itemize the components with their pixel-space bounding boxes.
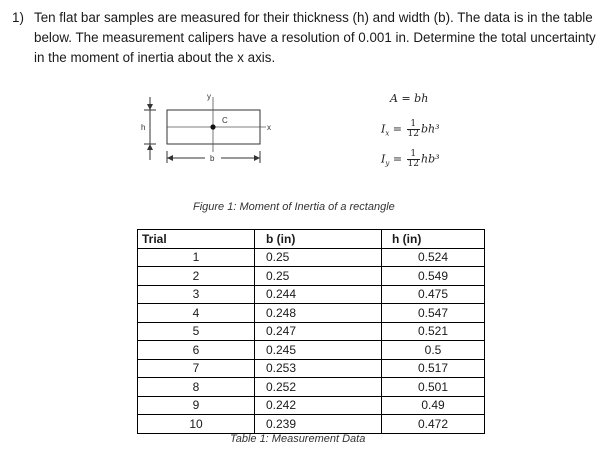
label-h: h <box>141 123 146 132</box>
cell-h: 0.501 <box>382 378 485 397</box>
cell-b: 0.25 <box>255 267 382 286</box>
cell-trial: 9 <box>138 396 255 415</box>
cell-b: 0.244 <box>255 285 382 304</box>
cell-h: 0.475 <box>382 285 485 304</box>
table-row <box>138 248 485 267</box>
cell-trial: 7 <box>138 359 255 378</box>
header-h: h (in) <box>382 230 485 249</box>
cell-trial: 2 <box>138 267 255 286</box>
cell-trial: 1 <box>138 248 255 267</box>
header-trial: Trial <box>138 230 255 249</box>
cell-trial: 8 <box>138 378 255 397</box>
table-row <box>138 304 485 323</box>
rectangle-diagram <box>0 0 616 220</box>
cell-h: 0.549 <box>382 267 485 286</box>
cell-h: 0.5 <box>382 341 485 360</box>
cell-b: 0.25 <box>255 248 382 267</box>
table-row <box>138 341 485 360</box>
cell-trial: 3 <box>138 285 255 304</box>
table-header-row <box>138 230 485 249</box>
cell-trial: 10 <box>138 415 255 434</box>
cell-trial: 5 <box>138 322 255 341</box>
cell-trial: 6 <box>138 341 255 360</box>
cell-h: 0.521 <box>382 322 485 341</box>
cell-h: 0.517 <box>382 359 485 378</box>
figure-caption: Figure 1: Moment of Inertia of a rectangle <box>193 201 395 213</box>
cell-b: 0.242 <box>255 396 382 415</box>
formula-area: A = bh <box>390 92 429 105</box>
table-caption: Table 1: Measurement Data <box>230 433 366 445</box>
table-row <box>138 285 485 304</box>
cell-h: 0.49 <box>382 396 485 415</box>
cell-b: 0.239 <box>255 415 382 434</box>
cell-b: 0.253 <box>255 359 382 378</box>
table-row <box>138 396 485 415</box>
formula-ix: $I_x$ = $\frac{1}{12}$ bh³ <box>381 119 440 139</box>
table-row <box>138 378 485 397</box>
table-row <box>138 267 485 286</box>
formula-iy: $I_y$ = $\frac{1}{12}$ hb³ <box>381 149 440 169</box>
label-y: y <box>207 92 211 101</box>
table-row <box>138 359 485 378</box>
measurement-table <box>137 229 485 434</box>
cell-h: 0.547 <box>382 304 485 323</box>
cell-h: 0.524 <box>382 248 485 267</box>
cell-b: 0.247 <box>255 322 382 341</box>
cell-b: 0.252 <box>255 378 382 397</box>
cell-h: 0.472 <box>382 415 485 434</box>
table-row <box>138 415 485 434</box>
problem-text: Ten flat bar samples are measured for their thickness (h) and width (b). The data is in the table below. The measurement calipers have a resolution of 0.001 in. Determine the total uncertainty in the moment of inertia about the x axis. <box>34 10 596 65</box>
problem-number: 1) <box>12 10 24 25</box>
cell-b: 0.245 <box>255 341 382 360</box>
label-b: b <box>210 154 215 163</box>
label-c: C <box>222 116 228 125</box>
cell-b: 0.248 <box>255 304 382 323</box>
label-x: x <box>267 123 271 132</box>
table-row <box>138 322 485 341</box>
header-b: b (in) <box>255 230 382 249</box>
cell-trial: 4 <box>138 304 255 323</box>
centroid-dot <box>210 124 215 129</box>
